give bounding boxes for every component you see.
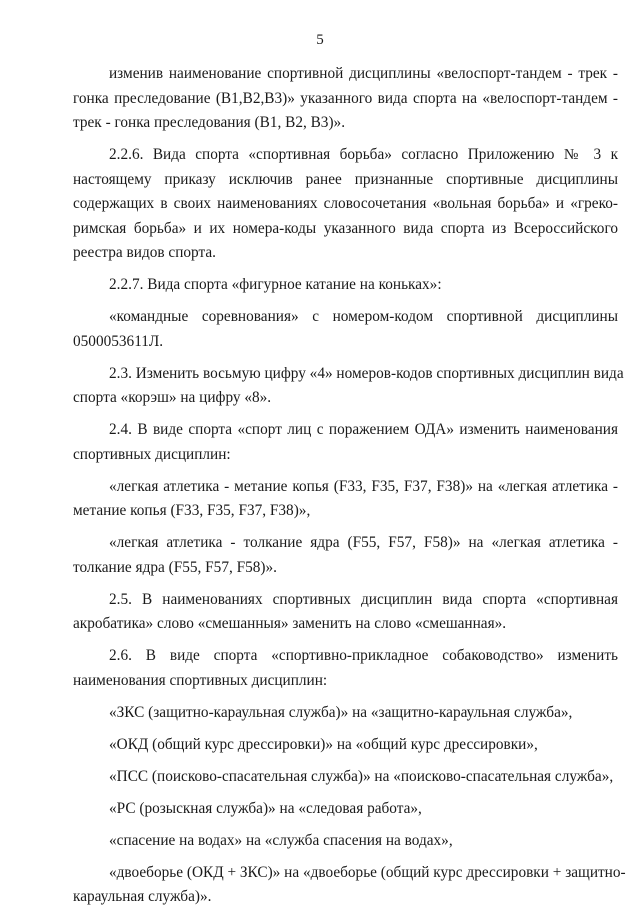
text-line: акробатика» слово «смешанныя» заменить на слово «смешанная». [73,615,507,632]
list-item-biathlon [73,861,626,910]
text-line: реестра видов спорта. [73,244,216,261]
list-item-zks: «ЗКС (защитно-караульная служба)» на «защитно-караульная служба», [109,703,573,721]
text-line: «командные соревнования» с номером-кодом спортивной дисциплины [109,308,618,325]
text-line: 2.3. Изменить восьмую цифру «4» номеров-кодов спортивных дисциплин вида [109,364,624,382]
paragraph-2-3 [73,362,624,411]
page-number: 5 [316,32,324,48]
text-line: настоящему приказу исключив ранее признанные спортивные дисциплины [73,170,618,188]
text-line: «легкая атлетика - толкание ядра (F55, F57, F58)» на «легкая атлетика - [109,534,618,551]
text-line: 2.6. В виде спорта «спортивно-прикладное собаководство» изменить [109,647,618,664]
text-line: 2.5. В наименованиях спортивных дисциплин вида спорта «спортивная [109,590,618,608]
paragraph-javelin [73,475,618,524]
text-line: гонка преследование (B1,B2,B3)» указанного вида спорта на «велоспорт-тандем - [73,89,618,107]
text-line: «легкая атлетика - метание копья (F33, F35, F37, F38)» на «легкая атлетика - [109,477,618,495]
text-line: 2.4. В виде спорта «спорт лиц с поражением ОДА» изменить наименования [109,421,618,438]
document-body [73,62,626,917]
paragraph-team-competitions [73,305,618,354]
list-item-rs: «РС (розыскная служба)» на «следовая работа», [109,799,422,817]
paragraph-2-6 [73,644,618,693]
text-line: трек - гонка преследования (B1, B2, B3)». [73,114,346,131]
text-line: изменив наименование спортивной дисциплины «велоспорт-тандем - трек - [109,65,618,82]
text-line: римская борьба» и их номера-коды указанного вида спорта из Всероссийского [73,219,618,237]
text-line: «двоеборье (ОКД + ЗКС)» на «двоеборье (общий курс дрессировки + защитно- [109,863,626,881]
text-line: спортивных дисциплин: [73,445,231,463]
text-line: 2.2.6. Вида спорта «спортивная борьба» согласно Приложению № 3 к [109,146,618,163]
paragraph-2-2-6 [73,143,618,266]
text-line: содержащих в своих наименованиях словосочетания «вольная борьба» и «греко- [73,195,618,212]
text-line: наименования спортивных дисциплин: [73,671,328,689]
text-line: караульная служба)». [73,888,212,905]
text-line: спорта «корэш» на цифру «8». [73,389,272,406]
paragraph-2-4 [73,418,618,467]
text-line: 2.2.7. Вида спорта «фигурное катание на коньках»: [109,276,442,293]
text-line: 0500053611Л. [73,332,164,350]
paragraph-velosport-tandem [73,62,618,136]
paragraph-2-2-7 [73,273,618,298]
list-item-okd: «ОКД (общий курс дрессировки)» на «общий курс дрессировки», [109,735,538,753]
list-item-pss: «ПСС (поисково-спасательная служба)» на «поисково-спасательная служба», [109,767,614,785]
paragraph-shot-put [73,531,618,580]
paragraph-2-5 [73,588,618,637]
text-line: толкание ядра (F55, F57, F58)». [73,558,277,576]
text-line: метание копья (F33, F35, F37, F38)», [73,502,311,519]
list-item-water-rescue: «спасение на водах» на «служба спасения на водах», [109,831,453,849]
